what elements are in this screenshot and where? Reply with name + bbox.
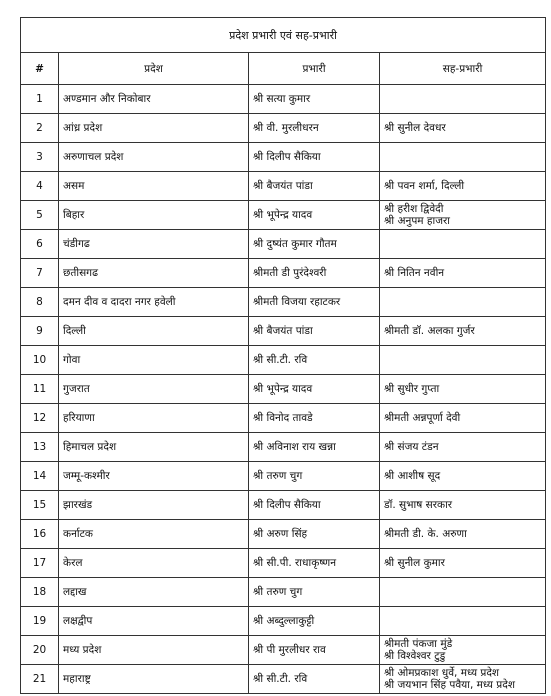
co-incharge-cell xyxy=(380,578,546,607)
header-number: # xyxy=(21,53,59,85)
state-name: लद्दाख xyxy=(59,578,249,607)
row-number: 7 xyxy=(21,259,59,288)
table-row xyxy=(21,143,546,172)
row-number: 19 xyxy=(21,607,59,636)
incharge-name: श्री सी.टी. रवि xyxy=(249,665,380,694)
row-number: 14 xyxy=(21,462,59,491)
table-row xyxy=(21,375,546,404)
co-incharge-cell xyxy=(380,143,546,172)
co-incharge-name: श्री जयभान सिंह पवैया, मध्य प्रदेश xyxy=(384,679,515,691)
table-row xyxy=(21,114,546,143)
co-incharge-cell xyxy=(380,288,546,317)
co-incharge-cell xyxy=(380,636,546,665)
co-incharge-name: श्री अनुपम हाजरा xyxy=(384,215,451,227)
co-incharge-cell xyxy=(380,665,546,694)
state-name: दिल्ली xyxy=(59,317,249,346)
state-name: गोवा xyxy=(59,346,249,375)
co-incharge-name: श्री संजय टंडन xyxy=(384,441,439,453)
incharge-name: श्री बैजयंत पांडा xyxy=(249,172,380,201)
incharge-name: श्री भूपेन्द्र यादव xyxy=(249,201,380,230)
incharge-name: श्री अविनाश राय खन्ना xyxy=(249,433,380,462)
row-number: 17 xyxy=(21,549,59,578)
co-incharge-cell xyxy=(380,259,546,288)
state-name: छतीसगढ xyxy=(59,259,249,288)
co-incharge-cell xyxy=(380,404,546,433)
co-incharge-name: श्रीमती अन्नपूर्णा देवी xyxy=(384,412,461,424)
co-incharge-cell xyxy=(380,230,546,259)
table-row xyxy=(21,259,546,288)
row-number: 4 xyxy=(21,172,59,201)
state-name: दमन दीव व दादरा नगर हवेली xyxy=(59,288,249,317)
co-incharge-name: श्रीमती पंकजा मुंडे xyxy=(384,638,453,650)
incharge-name: श्री सी.टी. रवि xyxy=(249,346,380,375)
table-row xyxy=(21,230,546,259)
co-incharge-name: श्री आशीष सूद xyxy=(384,470,441,482)
row-number: 18 xyxy=(21,578,59,607)
table-row xyxy=(21,317,546,346)
co-incharge-name: श्री हरीश द्विवेदी xyxy=(384,203,444,215)
co-incharge-name: श्री सुधीर गुप्ता xyxy=(384,383,440,395)
co-incharge-name: श्री पवन शर्मा, दिल्ली xyxy=(384,180,465,192)
incharge-name: श्री वी. मुरलीधरन xyxy=(249,114,380,143)
state-name: गुजरात xyxy=(59,375,249,404)
co-incharge-cell xyxy=(380,462,546,491)
row-number: 9 xyxy=(21,317,59,346)
co-incharge-name: डॉ. सुभाष सरकार xyxy=(384,499,453,511)
state-name: अरुणाचल प्रदेश xyxy=(59,143,249,172)
incharge-name: श्रीमती डी पुरंदेश्वरी xyxy=(249,259,380,288)
incharge-name: श्री पी मुरलीधर राव xyxy=(249,636,380,665)
row-number: 13 xyxy=(21,433,59,462)
table-row xyxy=(21,85,546,114)
co-incharge-cell xyxy=(380,201,546,230)
table-row xyxy=(21,607,546,636)
row-number: 8 xyxy=(21,288,59,317)
co-incharge-cell xyxy=(380,85,546,114)
row-number: 5 xyxy=(21,201,59,230)
co-incharge-cell xyxy=(380,375,546,404)
co-incharge-cell xyxy=(380,549,546,578)
co-incharge-cell xyxy=(380,317,546,346)
table-row xyxy=(21,288,546,317)
header-state: प्रदेश xyxy=(59,53,249,85)
row-number: 2 xyxy=(21,114,59,143)
table-row xyxy=(21,578,546,607)
row-number: 12 xyxy=(21,404,59,433)
table-row xyxy=(21,346,546,375)
incharge-name: श्री भूपेन्द्र यादव xyxy=(249,375,380,404)
co-incharge-name: श्री नितिन नवीन xyxy=(384,267,445,279)
state-name: जम्मू-कश्मीर xyxy=(59,462,249,491)
co-incharge-name: श्री ओमप्रकाश धुर्वे, मध्य प्रदेश xyxy=(384,667,500,679)
state-name: लक्षद्वीप xyxy=(59,607,249,636)
row-number: 1 xyxy=(21,85,59,114)
state-name: चंडीगढ xyxy=(59,230,249,259)
incharge-name: श्री बैजयंत पांडा xyxy=(249,317,380,346)
table-row xyxy=(21,433,546,462)
co-incharge-name: श्रीमती डी. के. अरुणा xyxy=(384,528,467,540)
table-row xyxy=(21,549,546,578)
co-incharge-name: श्रीमती डॉ. अलका गुर्जर xyxy=(384,325,475,337)
state-name: बिहार xyxy=(59,201,249,230)
incharge-name: श्री सत्या कुमार xyxy=(249,85,380,114)
state-name: हरियाणा xyxy=(59,404,249,433)
co-incharge-cell xyxy=(380,172,546,201)
state-name: आंध्र प्रदेश xyxy=(59,114,249,143)
document-page xyxy=(20,17,545,694)
table-row xyxy=(21,172,546,201)
row-number: 20 xyxy=(21,636,59,665)
state-name: असम xyxy=(59,172,249,201)
table-row xyxy=(21,491,546,520)
header-incharge: प्रभारी xyxy=(249,53,380,85)
co-incharge-cell xyxy=(380,114,546,143)
table-row xyxy=(21,520,546,549)
state-name: हिमाचल प्रदेश xyxy=(59,433,249,462)
row-number: 6 xyxy=(21,230,59,259)
header-row xyxy=(21,53,546,85)
incharge-name: श्री तरुण चुग xyxy=(249,462,380,491)
incharge-table xyxy=(20,17,546,694)
incharge-name: श्री विनोद तावडे xyxy=(249,404,380,433)
co-incharge-name: श्री सुनील देवधर xyxy=(384,122,446,134)
row-number: 10 xyxy=(21,346,59,375)
row-number: 21 xyxy=(21,665,59,694)
row-number: 3 xyxy=(21,143,59,172)
incharge-name: श्रीमती विजया रहाटकर xyxy=(249,288,380,317)
incharge-name: श्री सी.पी. राधाकृष्णन xyxy=(249,549,380,578)
incharge-name: श्री अब्दुल्लाकुट्टी xyxy=(249,607,380,636)
table-row xyxy=(21,201,546,230)
state-name: कर्नाटक xyxy=(59,520,249,549)
incharge-name: श्री दिलीप सैकिया xyxy=(249,143,380,172)
table-row xyxy=(21,636,546,665)
table-row xyxy=(21,462,546,491)
state-name: झारखंड xyxy=(59,491,249,520)
state-name: महाराष्ट्र xyxy=(59,665,249,694)
co-incharge-cell xyxy=(380,607,546,636)
incharge-name: श्री अरुण सिंह xyxy=(249,520,380,549)
co-incharge-cell xyxy=(380,520,546,549)
incharge-name: श्री दिलीप सैकिया xyxy=(249,491,380,520)
co-incharge-name: श्री विश्वेश्वर टुडु xyxy=(384,650,446,662)
header-co-incharge: सह-प्रभारी xyxy=(380,53,546,85)
table-row xyxy=(21,404,546,433)
table-title: प्रदेश प्रभारी एवं सह-प्रभारी xyxy=(21,18,546,53)
incharge-name: श्री तरुण चुग xyxy=(249,578,380,607)
incharge-name: श्री दुष्यंत कुमार गौतम xyxy=(249,230,380,259)
state-name: केरल xyxy=(59,549,249,578)
row-number: 15 xyxy=(21,491,59,520)
co-incharge-cell xyxy=(380,346,546,375)
co-incharge-name: श्री सुनील कुमार xyxy=(384,557,445,569)
row-number: 16 xyxy=(21,520,59,549)
co-incharge-cell xyxy=(380,491,546,520)
table-body xyxy=(21,85,546,694)
co-incharge-cell xyxy=(380,433,546,462)
row-number: 11 xyxy=(21,375,59,404)
title-row xyxy=(21,18,546,53)
state-name: मध्य प्रदेश xyxy=(59,636,249,665)
state-name: अण्डमान और निकोबार xyxy=(59,85,249,114)
table-row xyxy=(21,665,546,694)
